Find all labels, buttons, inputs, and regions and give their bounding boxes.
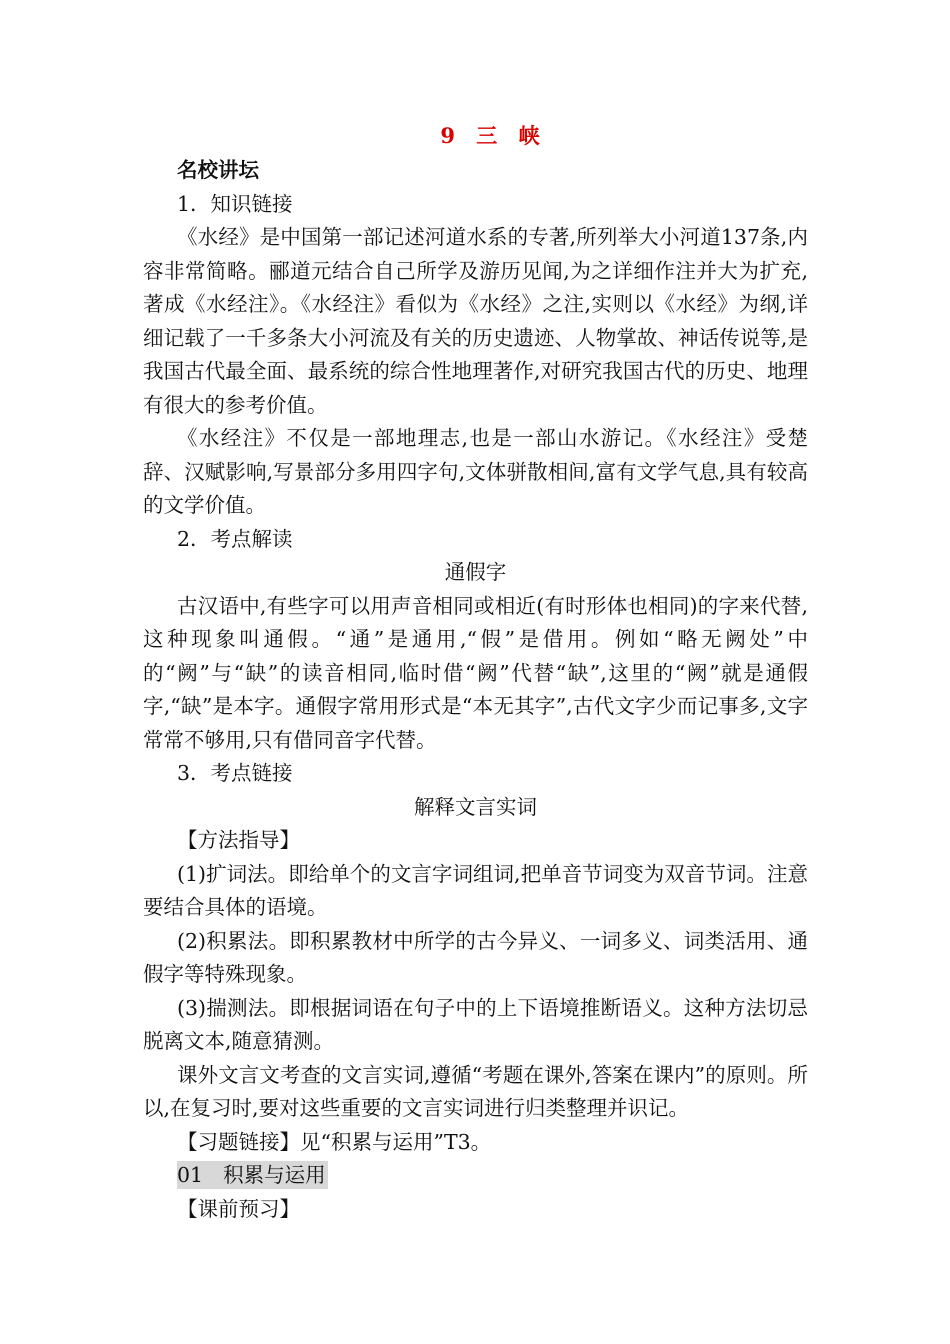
part-01-number: 01 <box>177 1163 204 1187</box>
method-3: (3)揣测法。即根据词语在句子中的上下语境推断语义。这种方法切忌脱离文本,随意猜测。 <box>143 995 808 1053</box>
knowledge-paragraph-2: 《水经注》不仅是一部地理志,也是一部山水游记。《水经注》受楚辞、汉赋影响,写景部分多用四字句,文体骈散相间,富有文学气息,具有较高的文学价值。 <box>143 426 808 517</box>
knowledge-link-heading: 1．知识链接 <box>177 191 293 216</box>
part-01-label: 积累与运用 <box>223 1163 326 1187</box>
knowledge-paragraph-1: 《水经》是中国第一部记述河道水系的专著,所列举大小河道137条,内容非常简略。郦道元结合自己所学及游历见闻,为之详细作注并大为扩充,著成《水经注》。《水经注》看似为《水经》之注,实则以《水经》为纲,详细记载了一千多条大小河流及有关的历史遗迹、人物掌故、神话传说等,是我国古代最全面、最系统的综合性地理著作,对研究我国古代的历史、地理有很大的参考价值。 <box>143 225 808 417</box>
part-01-shaded <box>177 1161 328 1189</box>
tongjiazi-paragraph: 古汉语中,有些字可以用声音相同或相近(有时形体也相同)的字来代替,这种现象叫通假。“通”是通用,“假”是借用。例如“略无阙处”中的“阙”与“缺”的读音相同,临时借“阙”代替“缺”,这里的“阙”就是通假字,“缺”是本字。通假字常用形式是“本无其字”,古代文字少而记事多,文字常常不够用,只有借同音字代替。 <box>143 593 808 752</box>
section-heading: 名校讲坛 <box>177 158 259 182</box>
exercise-link: 【习题链接】见“积累与运用”T3。 <box>177 1129 492 1154</box>
part-01-heading <box>143 1159 808 1193</box>
method-2: (2)积累法。即积累教材中所学的古今异义、一词多义、词类活用、通假字等特殊现象。 <box>143 928 808 986</box>
document-page <box>143 118 808 1226</box>
lesson-title: 9 三 峡 <box>440 123 541 148</box>
tongjiazi-subtitle: 通假字 <box>444 560 507 584</box>
exam-link-heading: 3．考点链接 <box>177 761 293 785</box>
exam-point-heading: 2．考点解读 <box>177 526 293 551</box>
method-guide-label: 【方法指导】 <box>177 828 300 852</box>
shici-subtitle: 解释文言实词 <box>414 794 537 819</box>
method-1: (1)扩词法。即给单个的文言字词组词,把单音节词变为双音节词。注意要结合具体的语境。 <box>143 861 808 919</box>
preview-label: 【课前预习】 <box>177 1196 300 1221</box>
extra-paragraph: 课外文言文考查的文言实词,遵循“考题在课外,答案在课内”的原则。所以,在复习时,要对这些重要的文言实词进行归类整理并识记。 <box>143 1062 808 1120</box>
